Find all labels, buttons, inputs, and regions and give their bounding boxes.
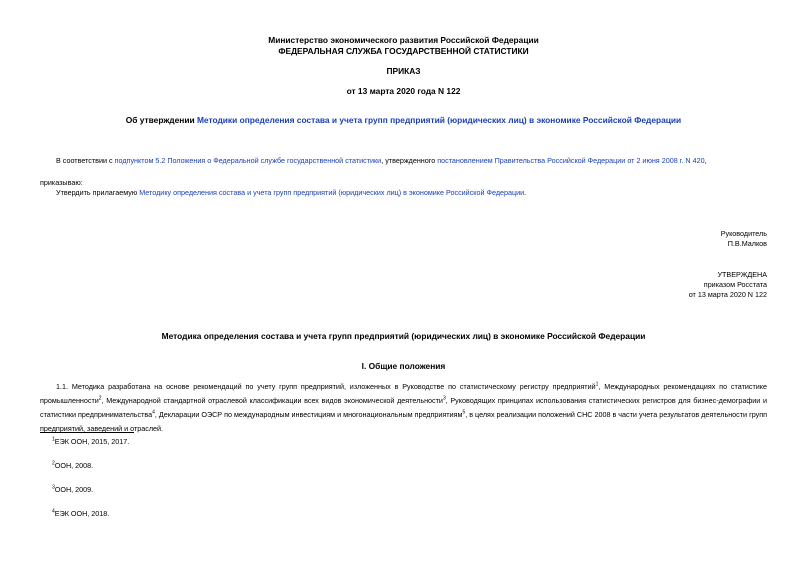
signature-name: П.В.Малков [727,239,767,248]
approval-line-1: УТВЕРЖДЕНА [717,270,767,279]
footnote-ref-4[interactable]: 4 [152,409,155,416]
footnote-text-2: ООН, 2008. [54,461,94,470]
service-name: ФЕДЕРАЛЬНАЯ СЛУЖБА ГОСУДАРСТВЕННОЙ СТАТИСТИКИ [278,46,529,56]
order-methodology-link[interactable]: Методику определения состава и учета групп предприятий (юридических лиц) в экономике Российской Федерации [139,188,525,197]
clause-part-3: , Международной стандартной отраслевой классификации всех видов экономической деятельности [101,396,443,405]
footnote-text-3: ООН, 2009. [54,485,94,494]
title-methodology-link[interactable]: Методики определения состава и учета групп предприятий (юридических лиц) в экономике Российской Федерации [196,115,682,125]
clause-part-1: 1.1. Методика разработана на основе рекомендаций по учету групп предприятий, изложенных в Руководстве по статистическому регистру предприятий [56,382,596,391]
footnote-4 [52,509,109,519]
preamble-mid: , утвержденного [381,156,438,165]
footnote-marker-1: 1 [52,436,55,443]
approval-line-3: от 13 марта 2020 N 122 [688,290,767,299]
footnote-3 [52,485,93,495]
footnote-ref-2[interactable]: 2 [98,395,102,402]
footnote-marker-3: 3 [52,484,55,491]
footnote-divider [40,432,134,433]
preamble-intro: В соответствии с [56,156,115,165]
footnote-marker-2: 2 [52,460,55,467]
title-prefix: Об утверждении [125,115,197,125]
regulation-clause-link[interactable]: подпунктом 5.2 Положения о Федеральной службе государственной статистики [114,156,382,165]
clause-part-6: , в целях реализации положений СНС 2008 в части учета результатов деятельности групп предприятий, заведений и отраслей. [40,410,767,433]
footnote-ref-3[interactable]: 3 [442,395,446,402]
document-date: от 13 марта 2020 года N 122 [346,86,461,96]
signature-position: Руководитель [720,229,767,238]
order-text-end: . [524,188,527,197]
clause-part-4: , Руководящих принципах использования статистических регистров для бизнес-демографии и статистики предпринимательства [40,396,767,419]
government-decree-link[interactable]: постановлением Правительства Российской Федерации от 2 июня 2008 г. N 420 [437,156,705,165]
footnote-ref-5[interactable]: 5 [462,409,466,416]
clause-part-5: , Декларации ОЭСР по международным инвестициям и многонациональным предприятиям [154,410,463,419]
approval-line-2: приказом Росстата [703,280,767,289]
footnote-ref-1[interactable]: 1 [595,381,599,388]
ministry-name: Министерство экономического развития Российской Федерации [268,35,539,45]
document-title [0,115,807,126]
preamble-end: , [704,156,707,165]
order-label: приказываю: [40,178,83,187]
footnote-1 [52,437,129,447]
order-text-prefix: Утвердить прилагаемую [56,188,140,197]
clause-1-1 [40,380,767,436]
footnote-text-4: ЕЭК ООН, 2018. [54,509,110,518]
section-heading: I. Общие положения [361,361,446,371]
footnote-text-1: ЕЭК ООН, 2015, 2017. [54,437,130,446]
order-text [56,188,526,198]
methodology-title: Методика определения состава и учета групп предприятий (юридических лиц) в экономике Российской Федерации [161,331,646,341]
clause-part-2: , Международных рекомендациях по статистике промышленности [40,382,767,405]
preamble [56,156,707,166]
document-type: ПРИКАЗ [386,66,421,76]
footnote-marker-4: 4 [52,508,55,515]
footnote-2 [52,461,93,471]
